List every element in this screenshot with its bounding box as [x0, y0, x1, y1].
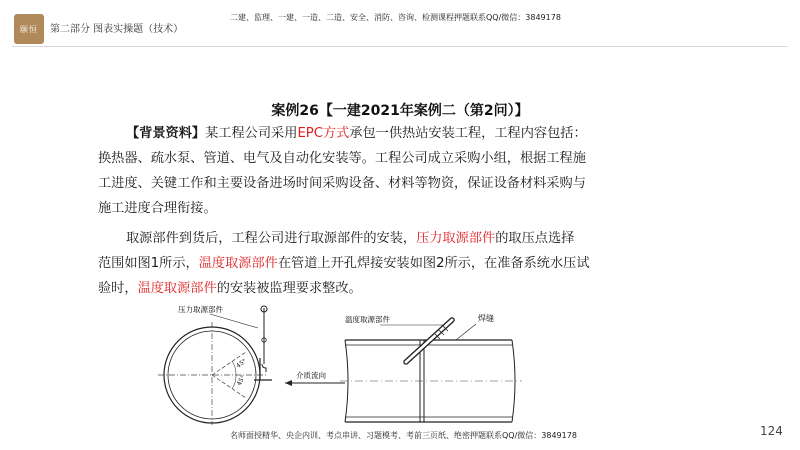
brand-logo: 颐恒: [14, 14, 44, 44]
thermowell-inner: [406, 320, 452, 362]
siphon: [262, 364, 266, 372]
para2-line2: 范围如图1所示，温度取源部件在管道上开孔焊接安装如图2所示，在准备系统水压试: [98, 256, 590, 271]
flow-arrow-head: [285, 380, 292, 386]
fig1-leader: [210, 314, 258, 328]
para2-line3: 验时，温度取源部件的安装被监理要求整改。: [98, 281, 362, 296]
highlight-epc: EPC方式: [297, 126, 350, 141]
component-paragraph: [98, 226, 678, 301]
background-paragraph: [98, 121, 678, 221]
footer-notice: 名师面授精华、央企内训、考点串讲、习题模考、考前三页纸、绝密押题联系QQ/微信：3849178: [230, 431, 577, 440]
para1-line4: 施工进度合理衔接。: [98, 201, 217, 216]
fig2-label: 温度取源部件: [345, 315, 390, 324]
highlight-temperature-component: 温度取源部件: [198, 256, 278, 271]
weld-label: 焊缝: [478, 314, 494, 323]
para2-line1: 取源部件到货后，工程公司进行取源部件的安装，压力取源部件的取压点选择: [126, 231, 575, 246]
angle-label-b: 45°: [235, 374, 248, 387]
case-title: 案例26【一建2021年案例二（第2问）】: [271, 103, 529, 119]
header-divider: [12, 46, 788, 47]
angle-label-a: 45°: [235, 357, 248, 370]
page-number: 124: [760, 424, 783, 438]
figure-2: [340, 313, 522, 422]
fig1-label: 压力取源部件: [178, 305, 223, 314]
para1-line3: 工进度、关键工作和主要设备进场时间采购设备、材料等物资，保证设备材料采购与: [98, 176, 586, 191]
para1-line1: 【背景资料】某工程公司采用EPC方式承包一供热站安装工程，工程内容包括：: [126, 126, 587, 141]
section-label: 第二部分 图表实操题（技术）: [50, 24, 184, 35]
highlight-temperature-component-2: 温度取源部件: [137, 281, 217, 296]
figure-1: [158, 304, 272, 425]
flow-label: 介质流向: [296, 371, 326, 380]
weld-leader: [456, 324, 476, 340]
flow-indicator: [285, 370, 345, 386]
installation-figures: [150, 300, 530, 425]
highlight-pressure-component: 压力取源部件: [416, 231, 496, 246]
header-notice: 二建、监理、一建、一造、二造、安全、消防、咨询、检测课程押题联系QQ/微信：3849178: [230, 13, 561, 22]
para1-line2: 换热器、疏水泵、管道、电气及自动化安装等。工程公司成立采购小组，根据工程施: [98, 151, 586, 166]
